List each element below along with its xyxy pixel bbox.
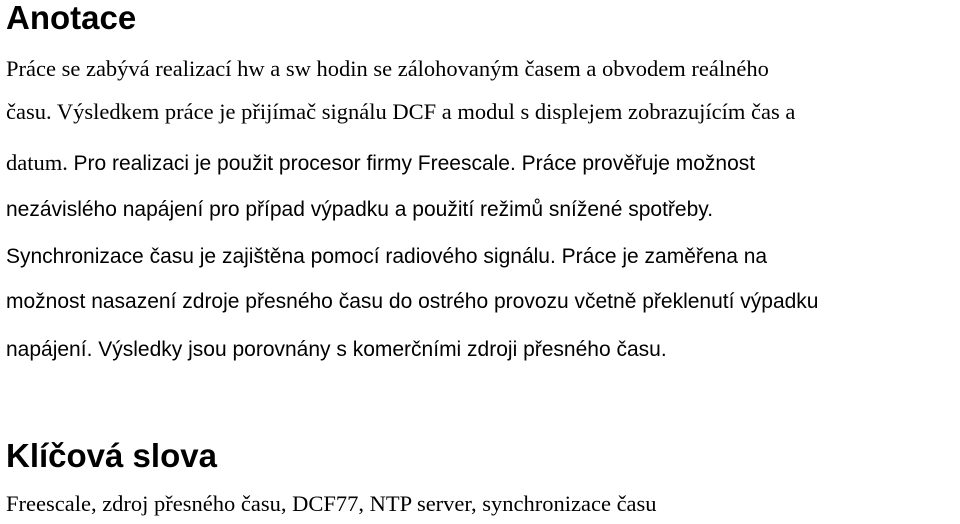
abstract-line-3 (6, 149, 755, 178)
keywords-text: Freescale, zdroj přesného času, DCF77, NTP server, synchronizace času (6, 491, 657, 516)
abstract-heading: Anotace (6, 0, 137, 36)
abstract-line-4: nezávislého napájení pro případ výpadku a použití režimů snížené spotřeby. (6, 198, 714, 221)
abstract-line-3-serif-part: datum. (6, 150, 74, 175)
abstract-line-5: Synchronizace času je zajištěna pomocí radiového signálu. Práce je zaměřena na (6, 245, 768, 268)
abstract-line-2: času. Výsledkem práce je přijímač signálu DCF a modul s displejem zobrazujícím čas a (6, 99, 796, 124)
abstract-line-7: napájení. Výsledky jsou porovnány s komerčními zdroji přesného času. (6, 338, 667, 361)
abstract-line-3-sans-part: Pro realizaci je použit procesor firmy Freescale. Práce prověřuje možnost (73, 152, 756, 175)
keywords-heading: Klíčová slova (6, 437, 217, 474)
abstract-line-6: možnost nasazení zdroje přesného času do ostrého provozu včetně překlenutí výpadku (6, 290, 819, 313)
abstract-line-1: Práce se zabývá realizací hw a sw hodin se zálohovaným časem a obvodem reálného (6, 56, 769, 81)
